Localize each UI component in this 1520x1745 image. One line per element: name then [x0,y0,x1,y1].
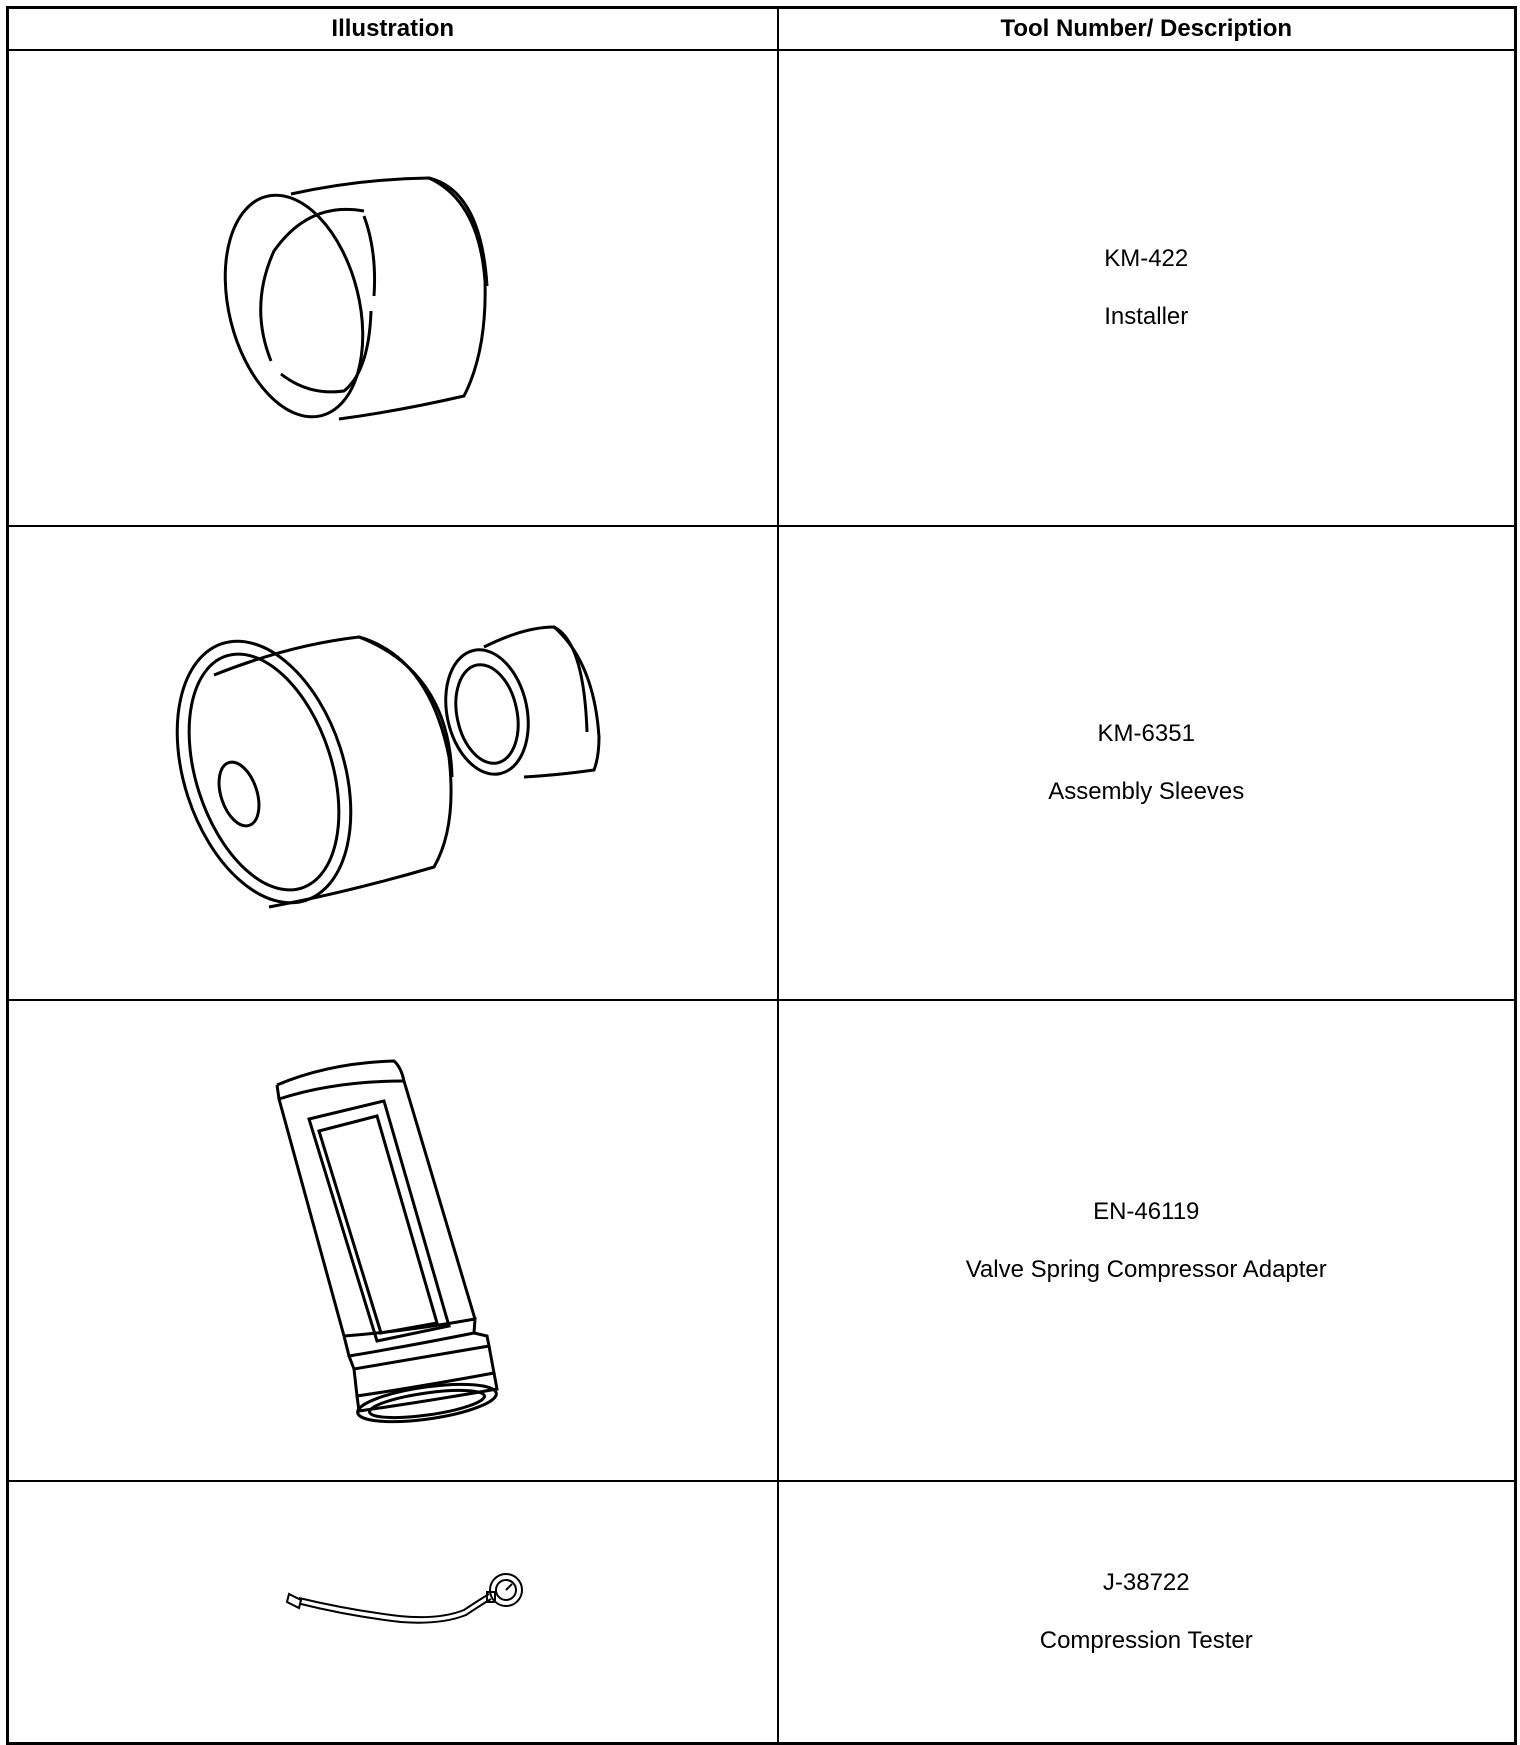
description-cell [778,50,1516,526]
header-illustration: Illustration [8,8,778,51]
header-tool-description: Tool Number/ Description [778,8,1516,51]
compression-tester-icon [9,1482,779,1742]
valve-spring-adapter-icon [9,1001,779,1480]
tool-number: J-38722 [1102,1569,1190,1596]
cylinder-installer-icon [9,51,779,525]
tool-description: Compression Tester [1039,1627,1253,1654]
tool-number: KM-6351 [1097,720,1195,747]
table-row [8,50,1516,526]
table-header-row [8,8,1516,51]
tool-description: Valve Spring Compressor Adapter [965,1255,1327,1283]
illustration-cell [8,50,778,526]
description-cell [778,526,1516,1000]
table-row [8,1000,1516,1481]
illustration-cell [8,1481,778,1744]
tool-description: Installer [1104,303,1189,330]
illustration-cell [8,1000,778,1481]
description-cell [778,1000,1516,1481]
table-row [8,526,1516,1000]
table-row [8,1481,1516,1744]
tools-table [6,6,1517,1745]
tool-number: KM-422 [1104,245,1189,272]
tool-description: Assembly Sleeves [1048,778,1245,805]
illustration-cell [8,526,778,1000]
description-cell [778,1481,1516,1744]
tool-number: EN-46119 [1093,1197,1200,1225]
assembly-sleeves-icon [9,527,779,999]
